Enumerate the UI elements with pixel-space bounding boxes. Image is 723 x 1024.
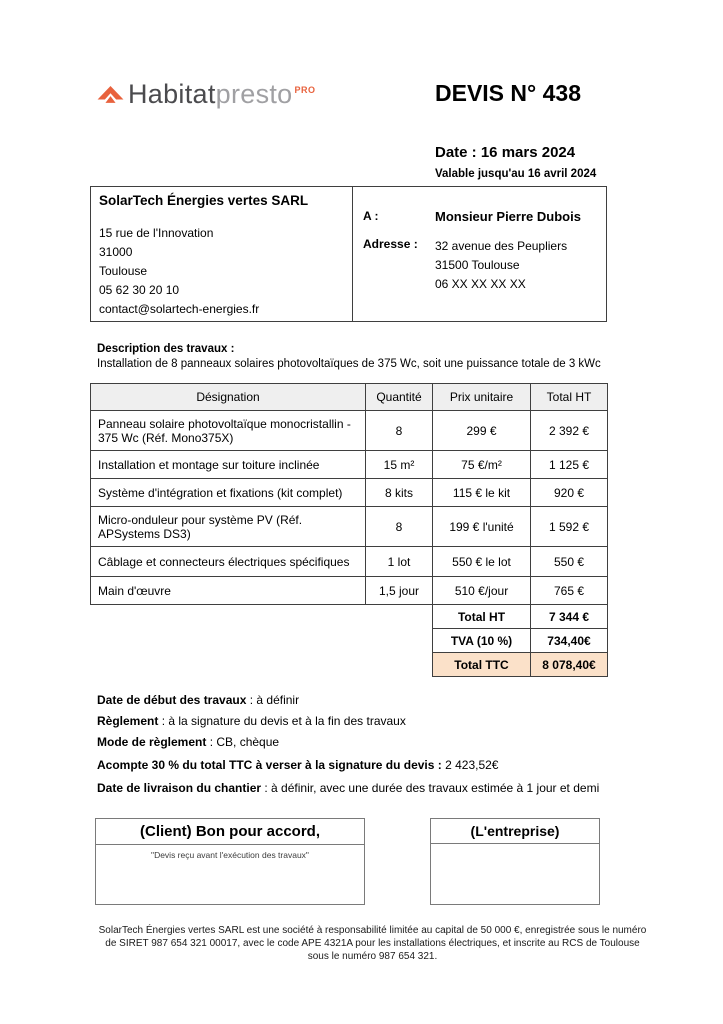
cell-quantite: 1 lot [366, 547, 433, 577]
tva-value: 734,40€ [531, 629, 608, 653]
client-address-line: 32 avenue des Peupliers [435, 239, 568, 253]
tva-row [91, 629, 608, 653]
table-row [91, 451, 608, 479]
devis-number-title: DEVIS N° 438 [435, 80, 581, 106]
totals-spacer [91, 629, 433, 653]
cell-designation: Installation et montage sur toiture inclinée [91, 451, 366, 479]
table-row [91, 411, 608, 451]
client-to-label: A : [363, 209, 379, 223]
totals-spacer [91, 605, 433, 629]
terms-section [97, 694, 599, 803]
tva-label: TVA (10 %) [433, 629, 531, 653]
cell-quantite: 15 m² [366, 451, 433, 479]
term-reglement: Règlement : à la signature du devis et à la fin des travaux [97, 714, 406, 728]
col-header-designation: Désignation [91, 384, 366, 411]
table-row [91, 479, 608, 507]
logo-text-habitat: Habitat [128, 79, 216, 109]
totals-spacer [91, 653, 433, 677]
client-block [353, 187, 606, 321]
cell-quantite: 8 [366, 411, 433, 451]
description-text: Installation de 8 panneaux solaires photovoltaïques de 375 Wc, soit une puissance totale de 3 kWc [97, 358, 601, 370]
cell-total-ht: 2 392 € [531, 411, 608, 451]
term-acompte: Acompte 30 % du total TTC à verser à la signature du devis : 2 423,52€ [97, 758, 499, 772]
table-row [91, 507, 608, 547]
total-ttc-value: 8 078,40€ [531, 653, 608, 677]
legal-text: SolarTech Énergies vertes SARL est une société à responsabilité limitée au capital de 50 000 €, enregistrée sous le numéro de SIRET 987 654 321 00017, avec le code APE 4321A pour les installations électriques, et inscrite au RCS de Toulouse sous le numéro 987 654 321. [98, 925, 647, 962]
cell-prix-unitaire: 550 € le lot [433, 547, 531, 577]
cell-quantite: 1,5 jour [366, 577, 433, 605]
table-header-row [91, 384, 608, 411]
cell-quantite: 8 kits [366, 479, 433, 507]
col-header-prix-unitaire: Prix unitaire [433, 384, 531, 411]
items-table [90, 383, 608, 677]
company-signature-title: (L'entreprise) [431, 819, 599, 844]
company-address-line: 15 rue de l'Innovation [99, 226, 214, 240]
cell-designation: Main d'œuvre [91, 577, 366, 605]
cell-prix-unitaire: 299 € [433, 411, 531, 451]
client-address [435, 237, 567, 294]
cell-designation: Système d'intégration et fixations (kit complet) [91, 479, 366, 507]
company-address-line: Toulouse [99, 264, 148, 278]
cell-total-ht: 765 € [531, 577, 608, 605]
term-start-date: Date de début des travaux : à définir [97, 693, 300, 707]
cell-prix-unitaire: 199 € l'unité [433, 507, 531, 547]
cell-designation: Micro-onduleur pour système PV (Réf. APSystems DS3) [91, 507, 366, 547]
company-block [91, 187, 353, 321]
cell-total-ht: 1 592 € [531, 507, 608, 547]
total-ht-value: 7 344 € [531, 605, 608, 629]
term-delivery-date: Date de livraison du chantier : à définir, avec une durée des travaux estimée à 1 jour et demi [97, 781, 600, 795]
total-ttc-label: Total TTC [433, 653, 531, 677]
client-name: Monsieur Pierre Dubois [435, 209, 581, 224]
client-address-line: 31500 Toulouse [435, 258, 520, 272]
company-address-line: 31000 [99, 245, 133, 259]
logo-text-presto: presto [215, 79, 293, 109]
client-signature-note: "Devis reçu avant l'exécution des travaux" [151, 850, 309, 860]
total-ttc-row [91, 653, 608, 677]
cell-total-ht: 1 125 € [531, 451, 608, 479]
client-signature-title: (Client) Bon pour accord, [96, 819, 364, 845]
logo-text-pro: PRO [294, 85, 316, 95]
client-signature-box [95, 818, 365, 905]
house-arrow-icon [97, 82, 124, 109]
col-header-total-ht: Total HT [531, 384, 608, 411]
cell-total-ht: 550 € [531, 547, 608, 577]
company-signature-box [430, 818, 600, 905]
table-row [91, 577, 608, 605]
company-name: SolarTech Énergies vertes SARL [99, 193, 309, 208]
devis-validity: Valable jusqu'au 16 avril 2024 [435, 168, 597, 180]
table-row [91, 547, 608, 577]
cell-prix-unitaire: 75 €/m² [433, 451, 531, 479]
client-phone: 06 XX XX XX XX [435, 277, 526, 291]
company-email: contact@solartech-energies.fr [99, 302, 260, 316]
description-label: Description des travaux : [97, 343, 235, 355]
col-header-quantite: Quantité [366, 384, 433, 411]
company-phone: 05 62 30 20 10 [99, 283, 180, 297]
cell-prix-unitaire: 510 €/jour [433, 577, 531, 605]
cell-total-ht: 920 € [531, 479, 608, 507]
footer [0, 924, 723, 963]
habitatpresto-logo [97, 79, 316, 109]
client-address-label: Adresse : [363, 237, 418, 251]
cell-quantite: 8 [366, 507, 433, 547]
term-mode-reglement: Mode de règlement : CB, chèque [97, 735, 280, 749]
parties-box [90, 186, 607, 322]
total-ht-label: Total HT [433, 605, 531, 629]
total-ht-row [91, 605, 608, 629]
cell-designation: Câblage et connecteurs électriques spécifiques [91, 547, 366, 577]
cell-designation: Panneau solaire photovoltaïque monocristallin - 375 Wc (Réf. Mono375X) [91, 411, 366, 451]
devis-date: Date : 16 mars 2024 [435, 144, 576, 161]
cell-prix-unitaire: 115 € le kit [433, 479, 531, 507]
